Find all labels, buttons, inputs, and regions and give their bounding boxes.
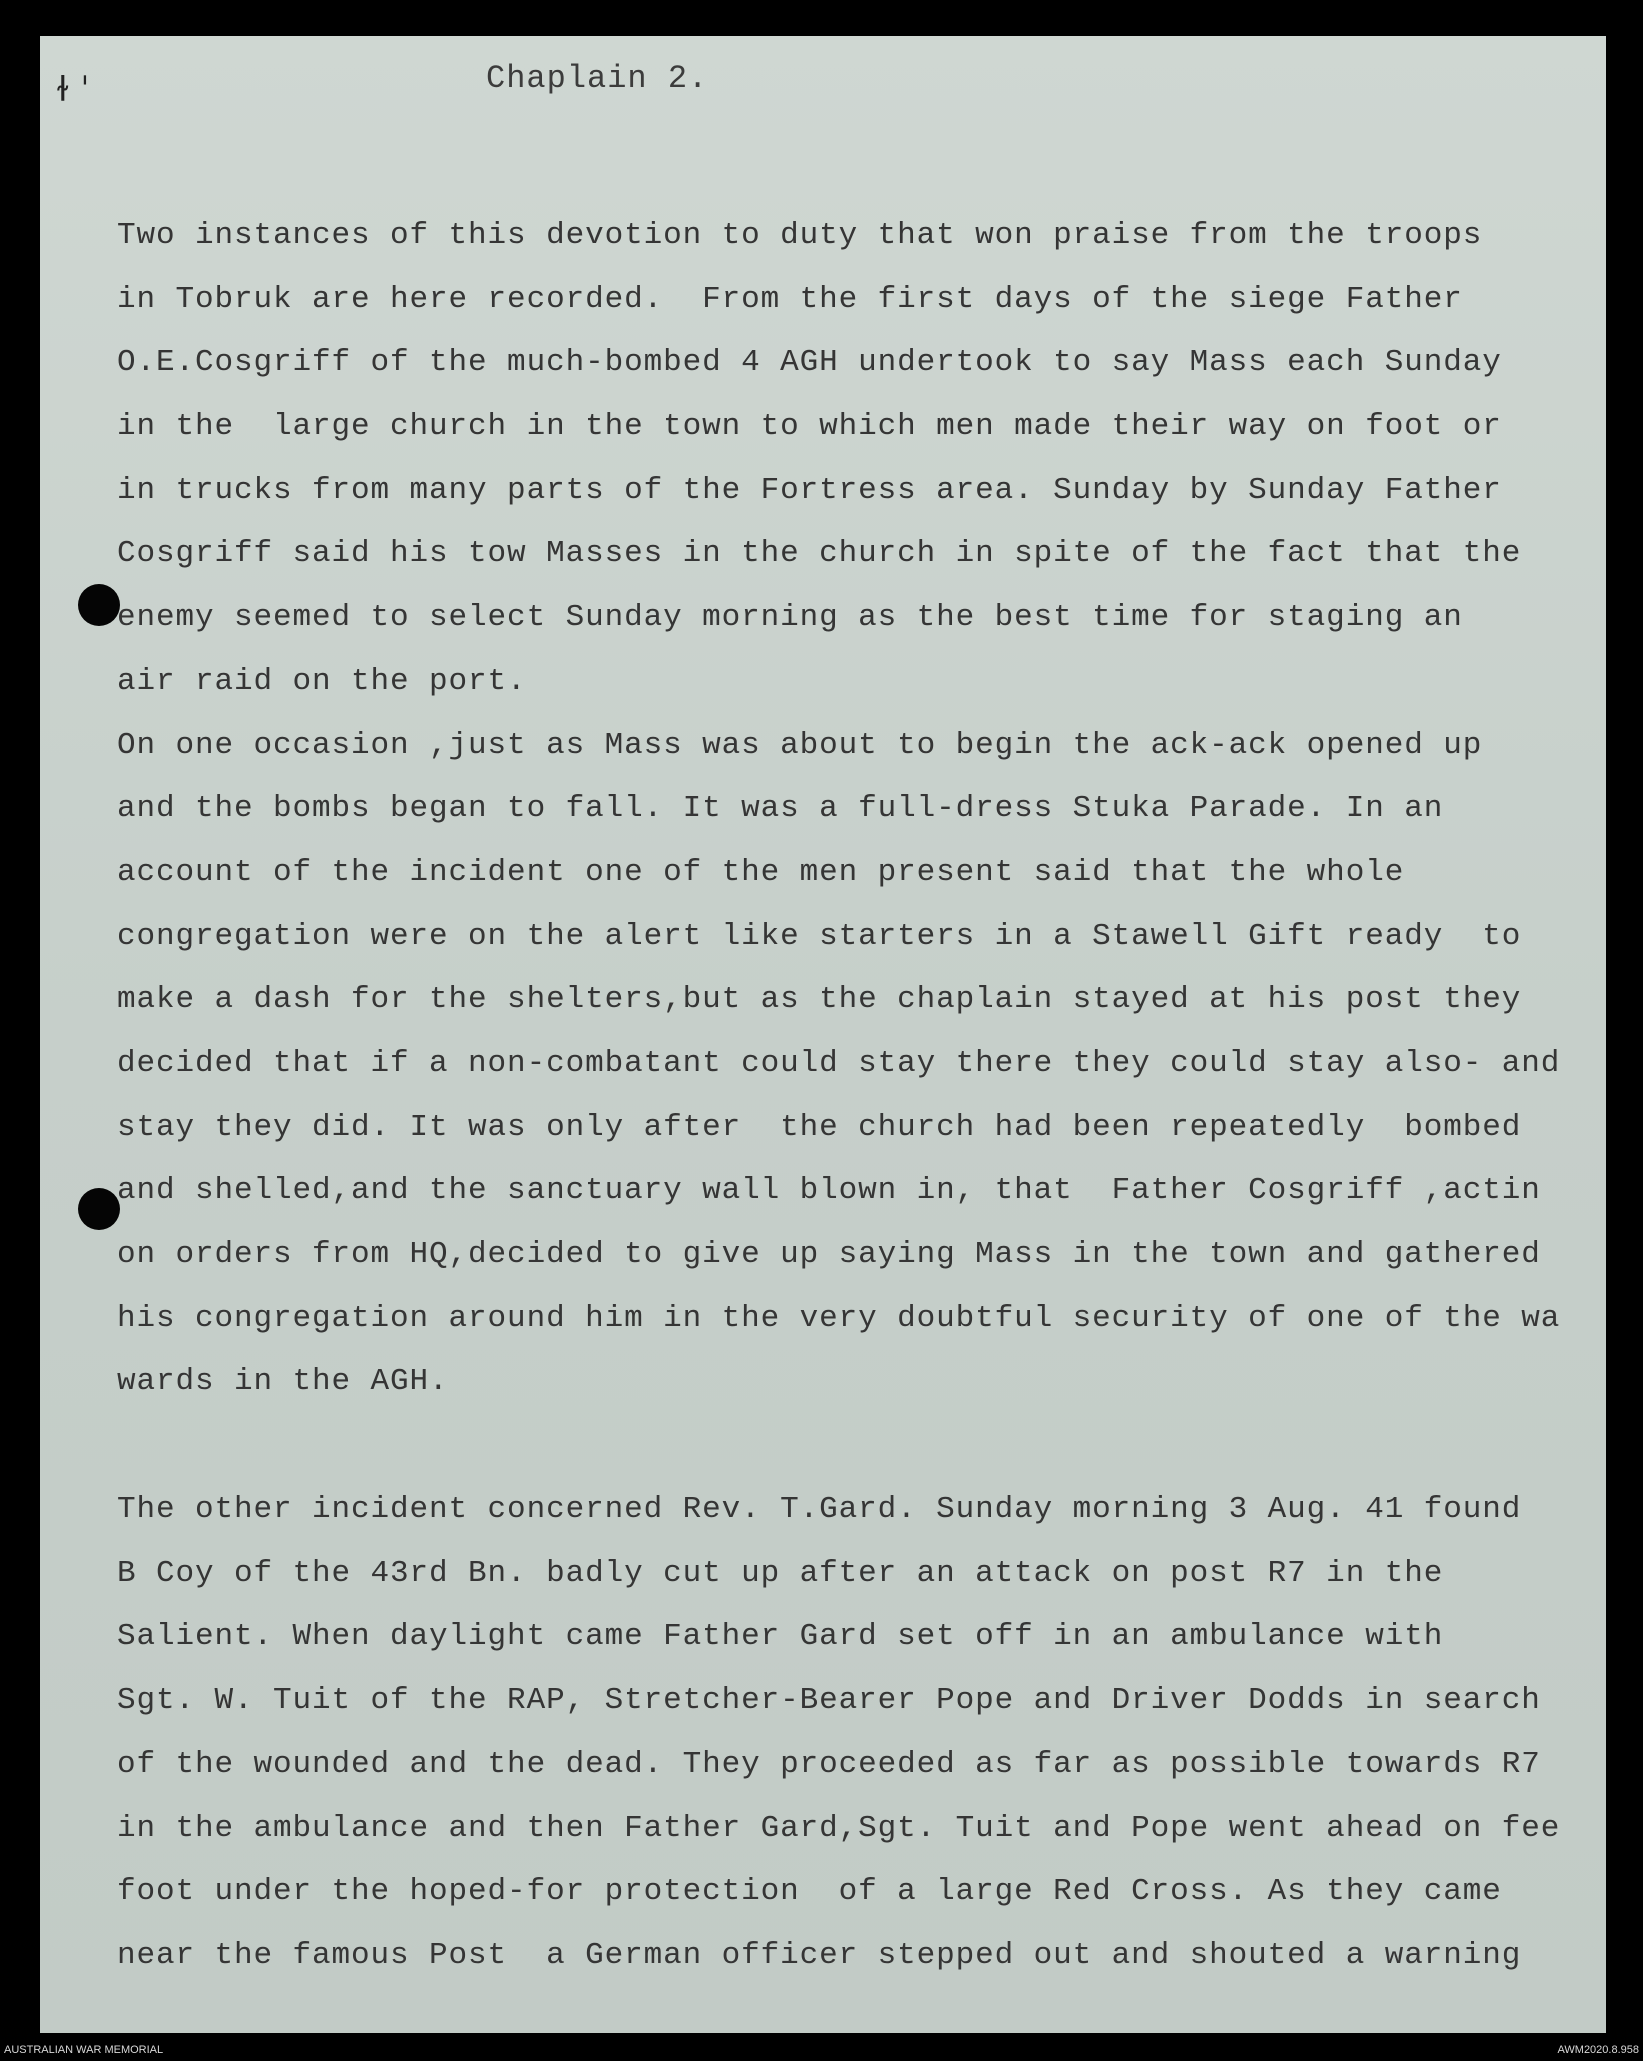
text-line: and the bombs began to fall. It was a full-dress Stuka Parade. In an (117, 791, 1444, 827)
footer-right: AWM2020.8.958 (1557, 2044, 1639, 2056)
text-line: B Coy of the 43rd Bn. badly cut up after an attack on post R7 in the (117, 1555, 1444, 1591)
punch-hole-bottom (78, 1188, 120, 1230)
text-line: enemy seemed to select Sunday morning as the best time for staging an (117, 600, 1463, 636)
document-body (117, 204, 1561, 1988)
paragraph-gap (117, 1414, 1537, 1478)
text-line: and shelled,and the sanctuary wall blown in, that Father Cosgriff ,actin (117, 1173, 1541, 1209)
text-line: The other incident concerned Rev. T.Gard. Sunday morning 3 Aug. 41 found (117, 1492, 1522, 1528)
text-line: O.E.Cosgriff of the much-bombed 4 AGH undertook to say Mass each Sunday (117, 345, 1502, 381)
paragraph-1 (117, 204, 1561, 1414)
text-line: wards in the AGH. (117, 1364, 449, 1400)
text-line: Sgt. W. Tuit of the RAP, Stretcher-Bearer Pope and Driver Dodds in search (117, 1683, 1541, 1719)
text-line: air raid on the port. (117, 663, 527, 699)
text-line: stay they did. It was only after the church had been repeatedly bombed (117, 1109, 1522, 1145)
text-line: foot under the hoped-for protection of a large Red Cross. As they came (117, 1874, 1502, 1910)
text-line: decided that if a non-combatant could stay there they could stay also- and (117, 1045, 1561, 1081)
text-line: near the famous Post a German officer stepped out and shouted a warning (117, 1937, 1522, 1973)
paragraph-2 (117, 1478, 1561, 1988)
text-line: in the ambulance and then Father Gard,Sgt. Tuit and Pope went ahead on fee (117, 1810, 1561, 1846)
ink-mark: ɫ ˈ (56, 70, 90, 110)
text-line: Cosgriff said his tow Masses in the church in spite of the fact that the (117, 536, 1522, 572)
text-line: make a dash for the shelters,but as the chaplain stayed at his post they (117, 982, 1522, 1018)
text-line: of the wounded and the dead. They proceeded as far as possible towards R7 (117, 1746, 1541, 1782)
text-line: On one occasion ,just as Mass was about to begin the ack-ack opened up (117, 727, 1483, 763)
footer-left: AUSTRALIAN WAR MEMORIAL (4, 2044, 164, 2056)
text-line: in the large church in the town to which men made their way on foot or (117, 409, 1502, 445)
text-line: in Tobruk are here recorded. From the first days of the siege Father (117, 281, 1463, 317)
text-line: congregation were on the alert like starters in a Stawell Gift ready to (117, 918, 1522, 954)
page-header: Chaplain 2. (486, 60, 709, 97)
text-line: Salient. When daylight came Father Gard set off in an ambulance with (117, 1619, 1444, 1655)
text-line: in trucks from many parts of the Fortress area. Sunday by Sunday Father (117, 472, 1502, 508)
punch-hole-top (78, 584, 120, 626)
text-line: Two instances of this devotion to duty that won praise from the troops (117, 218, 1483, 253)
text-line: account of the incident one of the men present said that the whole (117, 854, 1405, 890)
text-line: on orders from HQ,decided to give up saying Mass in the town and gathered (117, 1237, 1541, 1272)
text-line: his congregation around him in the very doubtful security of one of the wa (117, 1300, 1561, 1336)
